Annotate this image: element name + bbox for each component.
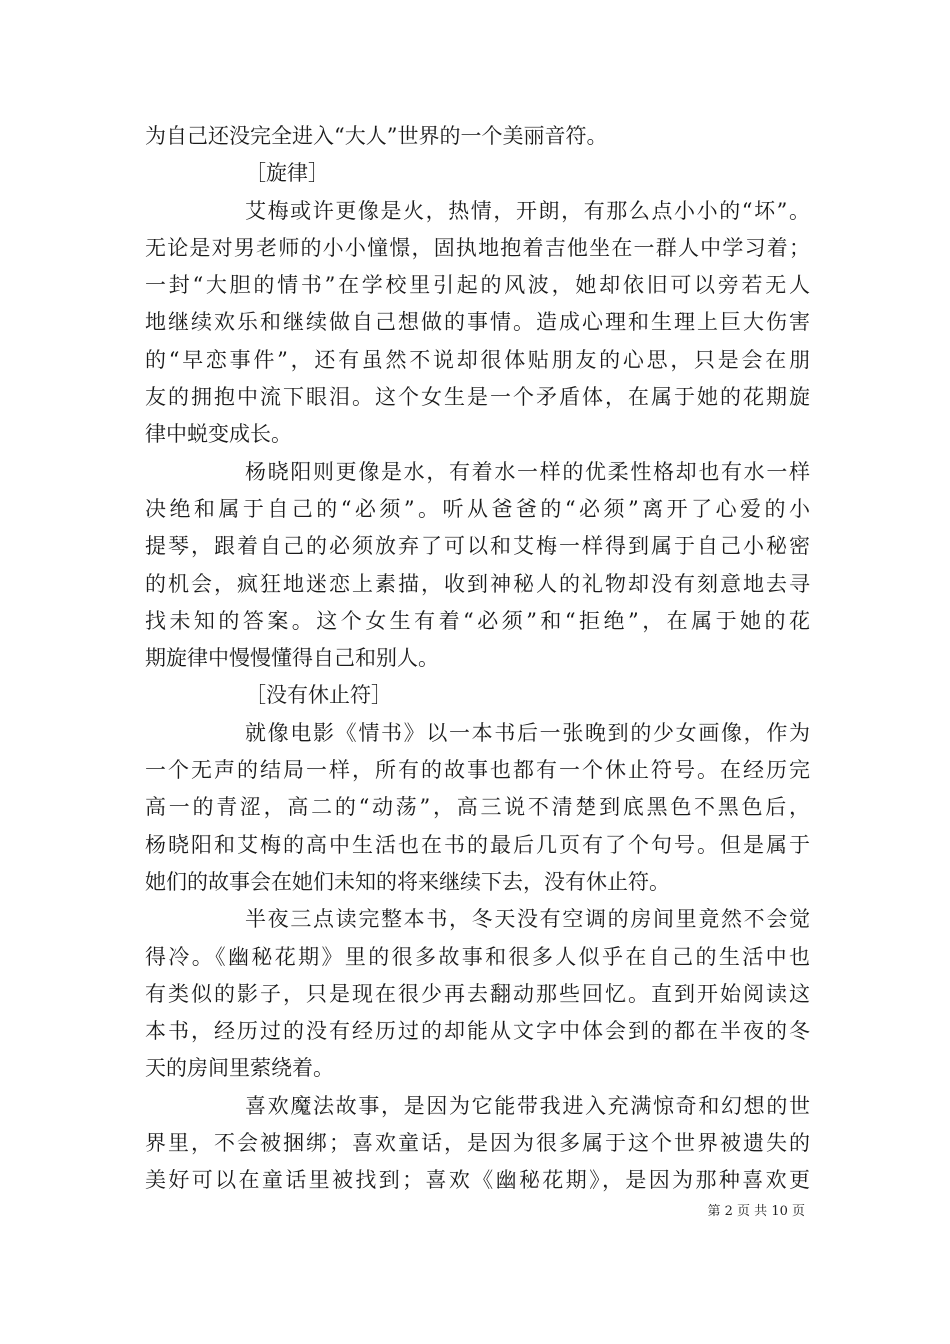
text-line: 半夜三点读完整本书，冬天没有空调的房间里竟然不会觉	[245, 907, 810, 932]
section-heading-no-rest: ［没有休止符］	[245, 683, 392, 708]
text-line: 的“早恋事件”，还有虽然不说却很体贴朋友的心思，只是会在朋	[145, 347, 810, 372]
text-line: 决绝和属于自己的“必须”。听从爸爸的“必须”离开了心爱的小	[145, 496, 810, 521]
text-line: 杨晓阳则更像是水，有着水一样的优柔性格却也有水一样	[245, 459, 810, 484]
text-line: 高一的青涩，高二的“动荡”，高三说不清楚到底黑色不黑色后，	[145, 795, 810, 820]
text-line: 律中蜕变成长。	[145, 422, 292, 447]
text-line: 杨晓阳和艾梅的高中生活也在书的最后几页有了个句号。但是属于	[145, 832, 810, 857]
section-heading-melody: ［旋律］	[245, 161, 329, 186]
text-line: 的机会，疯狂地迷恋上素描，收到神秘人的礼物却没有刻意地去寻	[145, 571, 810, 596]
text-line: 一封“大胆的情书”在学校里引起的风波，她却依旧可以旁若无人	[145, 273, 810, 298]
text-line: 友的拥抱中流下眼泪。这个女生是一个矛盾体，在属于她的花期旋	[145, 385, 810, 410]
text-line: 界里，不会被捆绑；喜欢童话，是因为很多属于这个世界被遗失的	[145, 1131, 810, 1156]
text-line: 无论是对男老师的小小憧憬，固执地抱着吉他坐在一群人中学习着；	[145, 235, 810, 260]
text-line: 天的房间里萦绕着。	[145, 1056, 334, 1081]
text-line: 她们的故事会在她们未知的将来继续下去，没有休止符。	[145, 869, 670, 894]
text-line: 美好可以在童话里被找到；喜欢《幽秘花期》，是因为那种喜欢更	[145, 1168, 810, 1193]
text-line: 就像电影《情书》以一本书后一张晚到的少女画像，作为	[245, 720, 810, 745]
text-line: 喜欢魔法故事，是因为它能带我进入充满惊奇和幻想的世	[245, 1093, 810, 1118]
text-line: 找未知的答案。这个女生有着“必须”和“拒绝”，在属于她的花	[145, 608, 810, 633]
text-line: 有类似的影子，只是现在很少再去翻动那些回忆。直到开始阅读这	[145, 981, 810, 1006]
text-line: 本书，经历过的没有经历过的却能从文字中体会到的都在半夜的冬	[145, 1019, 810, 1044]
document-body	[145, 118, 810, 1200]
text-line: 为自己还没完全进入“大人”世界的一个美丽音符。	[145, 124, 608, 148]
text-line: 一个无声的结局一样，所有的故事也都有一个休止符号。在经历完	[145, 758, 810, 783]
text-line: 得冷。《幽秘花期》里的很多故事和很多人似乎在自己的生活中也	[145, 944, 810, 969]
text-line: 期旋律中慢慢懂得自己和别人。	[145, 646, 439, 671]
page-number: 第 2 页 共 10 页	[707, 1204, 805, 1219]
text-line: 艾梅或许更像是火，热情，开朗，有那么点小小的“坏”。	[245, 198, 810, 223]
text-line: 地继续欢乐和继续做自己想做的事情。造成心理和生理上巨大伤害	[145, 310, 810, 335]
text-line: 提琴，跟着自己的必须放弃了可以和艾梅一样得到属于自己小秘密	[145, 534, 810, 559]
